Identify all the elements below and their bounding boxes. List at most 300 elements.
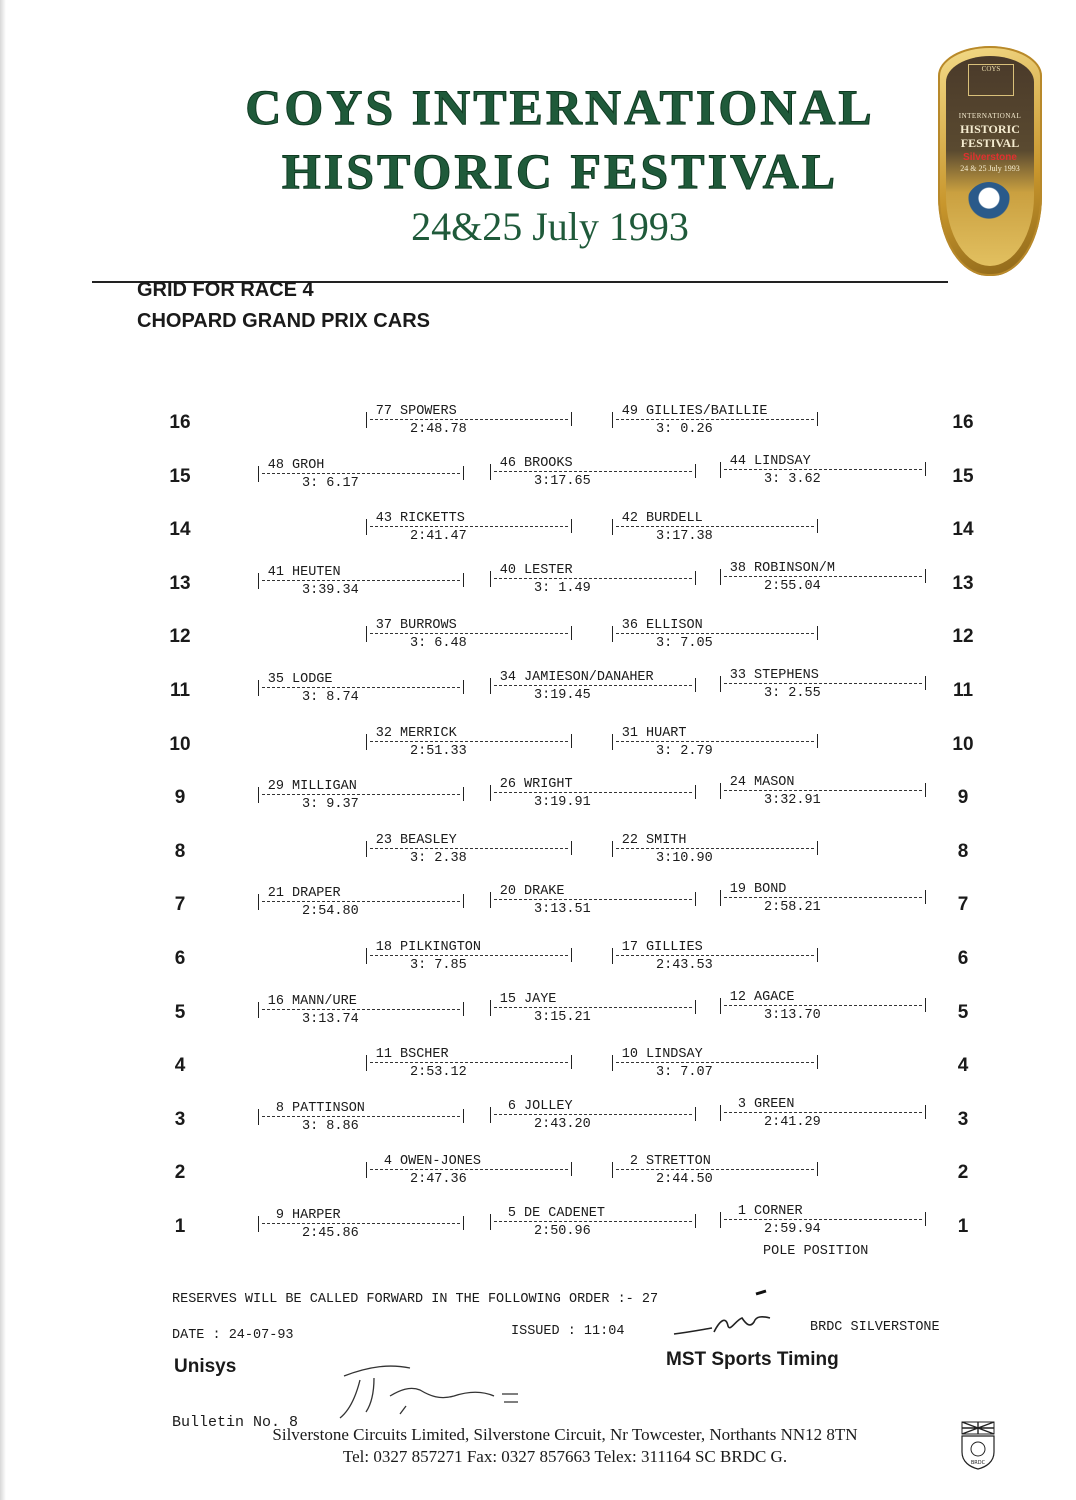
slot-bracket-right	[925, 998, 926, 1012]
qualifying-time: 2:54.80	[302, 904, 359, 920]
slot-bracket-right	[695, 678, 696, 692]
slot-dashed-line	[616, 526, 814, 527]
festival-title-line2: HISTORIC FESTIVAL	[281, 143, 839, 199]
slot-bracket-left	[490, 1107, 491, 1123]
qualifying-time: 3: 1.49	[534, 580, 591, 596]
qualifying-time: 3: 8.74	[302, 690, 359, 705]
qualifying-time: 3:32.91	[764, 793, 821, 809]
slot-dashed-line	[494, 792, 692, 793]
driver-name: MANN/URE	[292, 993, 357, 1009]
badge-coys-mark: COYS	[968, 64, 1014, 96]
grid-slot	[366, 940, 572, 984]
driver-name: STEPHENS	[754, 668, 819, 683]
mst-sports-timing-label: MST Sports Timing	[666, 1349, 839, 1370]
grid-slot	[612, 940, 818, 984]
grid-slot	[258, 458, 464, 502]
grid-row-number-l: 12	[169, 626, 191, 648]
car-number: 34	[499, 670, 516, 685]
slot-bracket-right	[817, 519, 818, 533]
grid-slot	[720, 1097, 926, 1141]
slot-dashed-line	[494, 471, 692, 472]
slot-dashed-line	[616, 633, 814, 634]
slot-dashed-line	[494, 899, 692, 900]
qualifying-time: 2:44.50	[656, 1172, 713, 1188]
slot-bracket-left	[612, 1162, 613, 1178]
slot-dashed-line	[370, 848, 568, 849]
grid-row-number-r: 12	[952, 626, 974, 648]
slot-bracket-right	[817, 734, 818, 748]
driver-name: DE CADENET	[524, 1206, 606, 1221]
slot-bracket-right	[571, 1055, 572, 1069]
slot-bracket-right	[463, 787, 464, 801]
slot-bracket-right	[925, 783, 926, 797]
driver-name: HEUTEN	[292, 564, 341, 580]
slot-bracket-left	[720, 676, 721, 692]
slot-dashed-line	[616, 955, 814, 956]
car-number: 11	[375, 1047, 392, 1063]
slot-bracket-left	[490, 464, 491, 480]
slot-bracket-left	[366, 1162, 367, 1178]
qualifying-time: 3: 2.38	[410, 850, 467, 866]
unisys-label: Unisys	[174, 1356, 237, 1377]
grid-slot	[612, 726, 818, 770]
grid-slot	[366, 618, 572, 662]
car-number: 2	[629, 1154, 638, 1170]
driver-name: CORNER	[754, 1204, 803, 1219]
grid-row-number-r: 4	[957, 1055, 969, 1077]
grid-row-number-r: 5	[957, 1001, 969, 1023]
driver-name: PATTINSON	[292, 1100, 365, 1116]
slot-dashed-line	[370, 955, 568, 956]
car-number: 1	[737, 1204, 746, 1219]
qualifying-time: 3: 3.62	[764, 471, 821, 487]
slot-bracket-right	[463, 1109, 464, 1123]
grid-row-number-l: 13	[169, 572, 191, 594]
grid-slot	[612, 1154, 818, 1198]
grid-slot	[490, 992, 696, 1036]
race-title: GRID FOR RACE 4	[137, 279, 314, 301]
slot-bracket-right	[463, 894, 464, 908]
slot-dashed-line	[370, 633, 568, 634]
car-number: 33	[729, 668, 746, 683]
slot-dashed-line	[724, 790, 922, 791]
slot-dashed-line	[262, 687, 460, 688]
grid-row-number-l: 16	[169, 412, 191, 433]
driver-name: AGACE	[754, 989, 795, 1005]
car-number: 10	[621, 1047, 638, 1063]
qualifying-time: 3: 9.37	[302, 797, 359, 813]
slot-dashed-line	[262, 1223, 460, 1224]
reserves-note: RESERVES WILL BE CALLED FORWARD IN THE FOLLOWING ORDER :- 27	[172, 1292, 659, 1307]
qualifying-time: 3: 0.26	[656, 422, 713, 437]
brdc-silverstone-label: BRDC SILVERSTONE	[810, 1320, 940, 1335]
bulletin-number: Bulletin No. 8	[172, 1414, 299, 1431]
slot-bracket-left	[366, 948, 367, 964]
slot-bracket-right	[695, 571, 696, 585]
driver-name: LINDSAY	[646, 1047, 703, 1063]
slot-bracket-left	[258, 1109, 259, 1125]
slot-bracket-left	[720, 783, 721, 799]
driver-name: DRAKE	[524, 884, 565, 900]
grid-slot	[612, 404, 818, 448]
car-number: 23	[375, 832, 392, 848]
grid-slot	[366, 726, 572, 770]
slot-dashed-line	[262, 580, 460, 581]
slot-bracket-left	[258, 1216, 259, 1232]
qualifying-time: 2:41.47	[410, 529, 467, 545]
slot-bracket-right	[463, 573, 464, 587]
slot-dashed-line	[370, 419, 568, 420]
driver-name: SMITH	[646, 832, 687, 848]
car-number: 41	[267, 564, 284, 580]
slot-bracket-right	[695, 1107, 696, 1121]
slot-bracket-right	[925, 569, 926, 583]
slot-bracket-left	[490, 571, 491, 587]
car-number: 12	[729, 989, 746, 1005]
grid-row-number-l: 11	[169, 680, 191, 701]
grid-slot	[366, 833, 572, 877]
slot-dashed-line	[370, 741, 568, 742]
driver-name: MERRICK	[400, 725, 457, 741]
qualifying-time: 3:39.34	[302, 582, 359, 598]
grid-slot	[366, 1047, 572, 1091]
car-number: 48	[267, 457, 284, 473]
grid-row-number-l: 4	[174, 1055, 186, 1077]
qualifying-time: 3:19.91	[534, 795, 591, 811]
grid-row-number-r: 15	[952, 465, 974, 487]
grid-row-number-l: 2	[174, 1162, 186, 1184]
driver-name: BURDELL	[646, 511, 703, 527]
slot-bracket-left	[612, 1055, 613, 1071]
grid-slot	[258, 565, 464, 609]
car-number: 19	[729, 882, 746, 898]
slot-dashed-line	[616, 419, 814, 420]
car-number: 18	[375, 940, 392, 955]
slot-dashed-line	[494, 578, 692, 579]
festival-title-line1: COYS INTERNATIONAL	[245, 79, 875, 135]
qualifying-time: 3:19.45	[534, 688, 591, 703]
festival-dates: 24&25 July 1993	[411, 204, 689, 249]
grid-row-number-l: 1	[174, 1216, 186, 1237]
car-number: 38	[729, 560, 746, 576]
slot-dashed-line	[616, 1062, 814, 1063]
grid-row-number-r: 3	[957, 1108, 969, 1130]
grid-slot	[612, 618, 818, 662]
slot-dashed-line	[262, 1009, 460, 1010]
qualifying-time: 3: 7.07	[656, 1065, 713, 1081]
slot-bracket-left	[258, 1002, 259, 1018]
driver-name: JOLLEY	[524, 1098, 573, 1114]
slot-dashed-line	[370, 1062, 568, 1063]
grid-row-number-r: 8	[957, 840, 969, 862]
slot-dashed-line	[262, 794, 460, 795]
slot-bracket-left	[490, 892, 491, 908]
slot-bracket-left	[612, 626, 613, 642]
slot-dashed-line	[262, 901, 460, 902]
slot-bracket-right	[925, 890, 926, 904]
slot-bracket-left	[366, 841, 367, 857]
car-number: 35	[267, 672, 284, 687]
slot-dashed-line	[262, 1116, 460, 1117]
svg-text:BRDC: BRDC	[970, 1460, 986, 1466]
grid-slot	[258, 779, 464, 823]
driver-name: WRIGHT	[524, 777, 573, 793]
grid-slot	[612, 1047, 818, 1091]
slot-dashed-line	[370, 1169, 568, 1170]
grid-row-number-r: 2	[957, 1162, 969, 1184]
car-number: 16	[267, 993, 284, 1009]
badge-text-silverstone: Silverstone	[963, 152, 1017, 163]
qualifying-time: 2:59.94	[764, 1222, 821, 1237]
grid-slot	[490, 1206, 696, 1250]
slot-dashed-line	[616, 1169, 814, 1170]
qualifying-time: 3: 2.55	[764, 686, 821, 701]
qualifying-time: 2:43.20	[534, 1116, 591, 1132]
grid-row-number-r: 13	[952, 572, 974, 594]
driver-name: ELLISON	[646, 618, 703, 634]
grid-row-number-l: 8	[174, 840, 186, 862]
car-number: 44	[729, 453, 746, 469]
grid-slot	[720, 775, 926, 819]
grid-row-number-r: 1	[957, 1216, 969, 1237]
slot-dashed-line	[494, 685, 692, 686]
grid-slot	[258, 1101, 464, 1145]
driver-name: STRETTON	[646, 1154, 711, 1170]
slot-bracket-left	[720, 569, 721, 585]
slot-bracket-right	[817, 948, 818, 962]
slot-bracket-left	[612, 841, 613, 857]
qualifying-time: 2:41.29	[764, 1114, 821, 1130]
slot-bracket-right	[463, 466, 464, 480]
slot-bracket-left	[366, 734, 367, 750]
car-number: 31	[621, 725, 638, 741]
slot-bracket-left	[720, 1212, 721, 1228]
brdc-crest-icon	[960, 1420, 996, 1470]
slot-bracket-right	[463, 1002, 464, 1016]
car-number: 40	[499, 562, 516, 578]
qualifying-time: 3:17.38	[656, 529, 713, 545]
car-number: 24	[729, 775, 746, 791]
grid-slot	[490, 456, 696, 500]
car-number: 49	[621, 404, 638, 419]
grid-slot	[720, 454, 926, 498]
driver-name: RICKETTS	[400, 511, 465, 527]
grid-slot	[490, 670, 696, 714]
slot-bracket-right	[817, 1162, 818, 1176]
grid-row-number-r: 14	[952, 519, 974, 541]
driver-name: LODGE	[292, 672, 333, 687]
car-number: 8	[275, 1100, 284, 1116]
slot-bracket-right	[571, 626, 572, 640]
car-number: 3	[737, 1096, 746, 1112]
qualifying-time: 2:47.36	[410, 1172, 467, 1188]
slot-bracket-left	[490, 785, 491, 801]
slot-dashed-line	[724, 576, 922, 577]
slot-dashed-line	[724, 1005, 922, 1006]
qualifying-time: 2:48.78	[410, 422, 467, 437]
car-number: 9	[275, 1208, 284, 1223]
qualifying-time: 3:13.51	[534, 902, 591, 918]
slot-bracket-right	[925, 1212, 926, 1226]
car-number: 29	[267, 779, 284, 795]
slot-bracket-right	[925, 462, 926, 476]
driver-name: GILLIES/BAILLIE	[646, 404, 768, 419]
qualifying-time: 3:10.90	[656, 850, 713, 866]
qualifying-time: 3: 7.05	[656, 636, 713, 652]
driver-name: BSCHER	[400, 1047, 449, 1063]
slot-bracket-right	[463, 680, 464, 694]
driver-name: ROBINSON/M	[754, 560, 836, 576]
grid-row-number-r: 7	[957, 894, 969, 916]
grid-row-number-r: 11	[952, 680, 974, 701]
car-number: 22	[621, 832, 638, 848]
qualifying-time: 2:53.12	[410, 1065, 467, 1081]
grid-row-number-l: 15	[169, 465, 191, 487]
grid-slot	[490, 777, 696, 821]
qualifying-time: 3: 2.79	[656, 743, 713, 759]
slot-bracket-left	[612, 519, 613, 535]
pole-position-label: POLE POSITION	[763, 1244, 869, 1259]
driver-name: BEASLEY	[400, 832, 457, 848]
slot-dashed-line	[616, 741, 814, 742]
slot-bracket-left	[720, 998, 721, 1014]
grid-slot	[720, 561, 926, 605]
grid-slot	[366, 511, 572, 555]
qualifying-time: 2:50.96	[534, 1224, 591, 1239]
grid-row-number-l: 7	[174, 894, 186, 916]
driver-name: SPOWERS	[400, 404, 457, 419]
car-number: 77	[375, 404, 392, 419]
slot-dashed-line	[370, 526, 568, 527]
qualifying-time: 2:43.53	[656, 958, 713, 973]
qualifying-time: 3:15.21	[534, 1009, 591, 1025]
slot-bracket-left	[612, 412, 613, 428]
car-number: 36	[621, 618, 638, 634]
slot-bracket-right	[695, 464, 696, 478]
badge-text-international: INTERNATIONAL	[958, 112, 1022, 120]
slot-bracket-right	[817, 626, 818, 640]
qualifying-time: 3: 6.17	[302, 475, 359, 491]
grid-row-number-l: 5	[174, 1001, 186, 1023]
driver-name: OWEN-JONES	[400, 1154, 482, 1170]
car-number: 6	[507, 1098, 516, 1114]
grid-row-number-r: 6	[957, 948, 969, 969]
grid-slot	[366, 404, 572, 448]
slot-bracket-right	[925, 676, 926, 690]
driver-name: PILKINGTON	[400, 940, 482, 955]
driver-name: JAMIESON/DANAHER	[524, 670, 654, 685]
slot-bracket-right	[695, 785, 696, 799]
handwritten-signature-steward	[330, 1356, 560, 1426]
driver-name: BOND	[754, 882, 787, 898]
grid-slot	[366, 1154, 572, 1198]
slot-bracket-left	[612, 948, 613, 964]
grid-slot	[490, 563, 696, 607]
slot-bracket-right	[571, 412, 572, 426]
qualifying-time: 2:45.86	[302, 1226, 359, 1241]
driver-name: MILLIGAN	[292, 779, 357, 795]
slot-bracket-left	[720, 1105, 721, 1121]
slot-bracket-right	[695, 892, 696, 906]
driver-name: BURROWS	[400, 618, 457, 634]
driver-name: LESTER	[524, 562, 573, 578]
driver-name: LINDSAY	[754, 453, 811, 469]
slot-bracket-left	[612, 734, 613, 750]
slot-bracket-right	[817, 841, 818, 855]
qualifying-time: 3: 8.86	[302, 1118, 359, 1134]
issue-time: ISSUED : 11:04	[511, 1324, 625, 1339]
slot-bracket-left	[366, 519, 367, 535]
qualifying-time: 3: 6.48	[410, 636, 467, 652]
grid-slot	[258, 994, 464, 1038]
grid-slot	[720, 882, 926, 926]
car-number: 5	[507, 1206, 516, 1221]
slot-dashed-line	[616, 848, 814, 849]
car-number: 17	[621, 940, 638, 955]
slot-bracket-right	[695, 1214, 696, 1228]
car-number: 15	[499, 991, 516, 1007]
driver-name: DRAPER	[292, 886, 341, 902]
car-number: 46	[499, 455, 516, 471]
slot-bracket-left	[490, 1214, 491, 1230]
driver-name: HARPER	[292, 1208, 341, 1223]
driver-name: MASON	[754, 775, 795, 791]
driver-name: JAYE	[524, 991, 557, 1007]
grid-row-number-r: 10	[952, 733, 974, 755]
slot-bracket-left	[258, 680, 259, 696]
car-number: 42	[621, 511, 638, 527]
badge-text-historic: HISTORIC	[960, 122, 1020, 136]
slot-bracket-right	[571, 948, 572, 962]
grid-slot	[720, 668, 926, 712]
car-number: 37	[375, 618, 392, 634]
slot-dashed-line	[262, 473, 460, 474]
qualifying-time: 2:58.21	[764, 900, 821, 916]
grid-slot	[720, 1204, 926, 1248]
slot-bracket-right	[817, 1055, 818, 1069]
slot-bracket-right	[571, 734, 572, 748]
qualifying-time: 3:13.74	[302, 1011, 359, 1027]
car-number: 4	[383, 1154, 392, 1170]
slot-bracket-right	[571, 1162, 572, 1176]
car-number: 20	[499, 884, 516, 900]
slot-bracket-left	[366, 626, 367, 642]
grid-slot	[258, 1208, 464, 1252]
badge-text-festival: FESTIVAL	[960, 136, 1020, 150]
contact-line: Tel: 0327 857271 Fax: 0327 857663 Telex: 311164 SC BRDC G.	[342, 1447, 788, 1466]
grid-row-number-l: 6	[174, 948, 186, 969]
qualifying-time: 3:13.70	[764, 1007, 821, 1023]
slot-bracket-left	[258, 573, 259, 589]
driver-name: HUART	[646, 725, 687, 741]
grid-slot	[720, 990, 926, 1034]
slot-bracket-right	[571, 519, 572, 533]
slot-bracket-right	[695, 1000, 696, 1014]
grid-slot	[258, 886, 464, 930]
car-number: 43	[375, 511, 392, 527]
qualifying-time: 3:17.65	[534, 473, 591, 489]
grid-row-number-l: 14	[169, 519, 191, 541]
slot-dashed-line	[724, 683, 922, 684]
driver-name: GROH	[292, 457, 325, 473]
slot-dashed-line	[724, 469, 922, 470]
race-class: CHOPARD GRAND PRIX CARS	[137, 310, 430, 332]
car-number: 21	[267, 886, 284, 902]
grid-slot	[258, 672, 464, 716]
grid-slot	[490, 884, 696, 928]
slot-bracket-left	[720, 890, 721, 906]
slot-bracket-left	[490, 678, 491, 694]
